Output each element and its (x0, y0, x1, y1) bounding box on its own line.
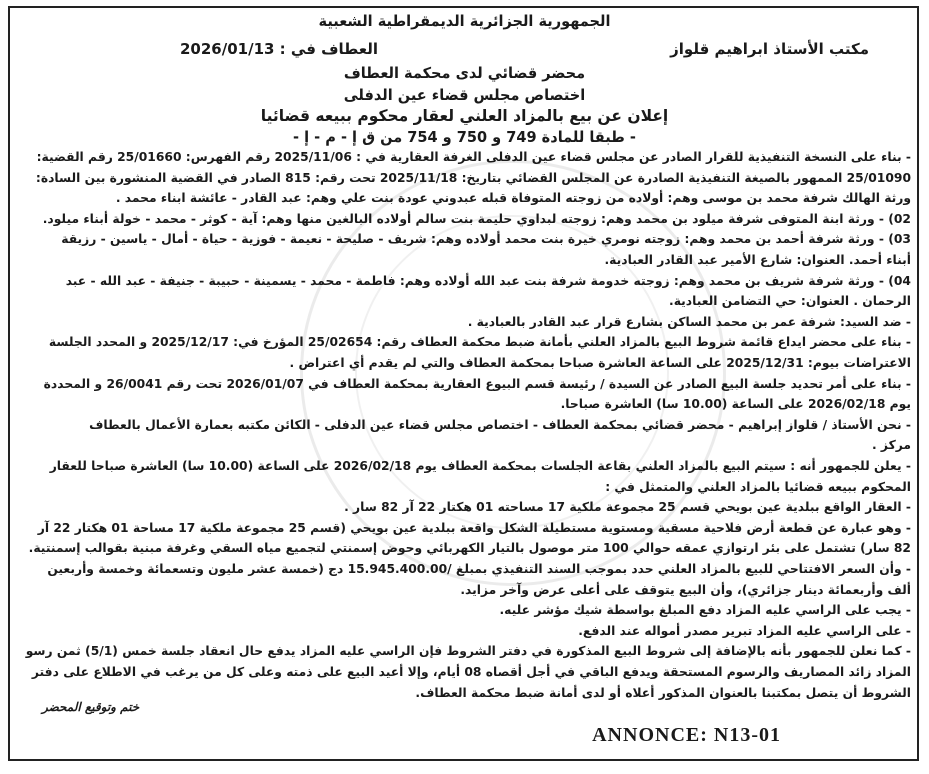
bailiff-title: محضر قضائي لدى محكمة العطاف (343, 64, 586, 82)
body-line: - يعلن للجمهور أنه : سيتم البيع بالمزاد العلني بقاعة الجلسات بمحكمة العطاف يوم 2026/02/18 على الساعة (10.00 سا) العاشرة صباحا للعقار (49, 459, 911, 473)
body-line: يوم 2026/02/18 على الساعة (10.00 سا) العاشرة صباحا. (560, 397, 911, 412)
body-line: - على الراسي عليه المزاد تبرير مصدر أمواله عند الدفع. (578, 623, 911, 638)
body-line: أبناء أحمد. العنوان: شارع الأمير عبد القادر العبادية. (604, 253, 911, 267)
body-line: مركز . (871, 438, 911, 453)
body-line: الرحمان . العنوان: حي التضامن العبادية. (669, 294, 911, 309)
body-line: - ضد السيد: شرفة عمر بن محمد الساكن بشارع قرار عبد القادر بالعبادية . (467, 314, 911, 329)
document-date: العطاف في : 2026/01/13 (180, 40, 379, 58)
body-line: - نحن الأستاذ / قلواز إبراهيم - محضر قضائي بمحكمة العطاف - اختصاص مجلس قضاء عين الدفلى - الكائن مكتبه بعمارة الأعمال بالعطاف (89, 417, 911, 432)
body-line: 03) - ورثة شرفة أحمد بن محمد وهم: زوجته نومري خيرة بنت محمد أولاده وهم: شريف - صليحة - نعيمة - فوزية - حياة - أمال - ياسين - رزيقة (61, 232, 911, 247)
body-line: 25/01090 الممهور بالصيغة التنفيذية الصادرة عن المجلس القضائي بتاريخ: 2025/11/18 تحت رقم: 815 الصادر في القضية المنشورة بين السادة: (35, 170, 911, 185)
body-line: المحكوم ببيعه قضائيا بالمزاد العلني والمتمثل في : (605, 479, 911, 494)
legal-articles: - طبقا للمادة 749 و 750 و 754 من ق إ - م - إ - (293, 128, 636, 146)
body-line: - وهو عبارة عن قطعة أرض فلاحية مسقية ومستوية مستطيلة الشكل واقعة ببلدية عين بويحي (قسم 25 مجموعة ملكية 17 مساحة 01 هكتار 22 آر (37, 520, 911, 535)
body-line: - بناء على أمر تحديد جلسة البيع الصادر عن السيدة / رئيسة قسم البيوع العقارية بمحكمة العطاف في 2026/01/07 تحت رقم 26/0041 و المحددة (43, 376, 911, 391)
body-line: 04) - ورثة شرفة شريف بن محمد وهم: زوجته خدومة شرفة بنت عبد الله أولاده وهم: فاطمة - محمد - يسمينة - حبيبة - جنيفة - عبد الله - عبد (65, 273, 911, 288)
office-name: مكتب الأستاذ ابراهيم قلواز (670, 40, 869, 58)
body-line: - وأن السعر الافتتاحي للبيع بالمزاد العلني حدد بموجب السند التنفيذي بمبلغ /15.945.400.00 دج (خمسة عشر مليون وتسعمائة وخمسة وأربعين (47, 562, 911, 576)
body-line: - يجب على الراسي عليه المزاد دفع المبلغ بواسطة شيك مؤشر عليه. (499, 603, 911, 618)
body-line: 02) - ورثة ابنة المتوفى شرفة ميلود بن محمد وهم: زوجته لبداوي حليمة بنت سالم أولاده البالغين منها وهم: آية - كوثر - محمد - خولة أبناء ميلود. (42, 211, 911, 226)
body-line: الاعتراضات بيوم: 2025/12/31 على الساعة العاشرة صباحا بمحكمة العطاف والتي لم يقدم أي اعتراض . (289, 356, 911, 370)
body-line: - بناء على النسخة التنفيذية للقرار الصادر عن مجلس قضاء عين الدفلى الغرفة العقارية في : 2025/11/06 رقم الفهرس: 25/01660 رقم القضية: (36, 150, 911, 164)
signature-caption: ختم وتوقيع المحضر (42, 700, 140, 714)
body-line: ورثة الهالك شرفة محمد بن موسى وهم: أولاده من زوجته المتوفاة قبله عبدوني عودة بنت علي وهم: عبد القادر - عائشة ابناء محمد . (115, 191, 911, 206)
jurisdiction-title: اختصاص مجلس قضاء عين الدفلى (343, 86, 586, 104)
body-line: - بناء على محضر ايداع قائمة شروط البيع بالمزاد العلني بأمانة ضبط محكمة العطاف رقم: 25/02654 المؤرخ في: 2025/12/17 و المحدد الجلسة (48, 335, 911, 350)
body-line: 82 سار) تشتمل على بئر ارتوازي عمقه حوالي 100 متر موصول بالتيار الكهربائي وحوض إسمنتي لتجميع مياه السقي وغرفة مبنية بقوالب إسمنتية. (28, 541, 911, 556)
announcement-title: إعلان عن بيع بالمزاد العلني لعقار محكوم ببيعه قضائيا (260, 106, 669, 125)
body-line: - كما نعلن للجمهور بأنه بالإضافة إلى شروط البيع المذكورة في دفتر الشروط فإن الراسي عليه المزاد يدفع حال انعقاد جلسة خمس (5/1) ثمن رسو (25, 644, 911, 659)
body-line: الشروط أن يتصل بمكتبنا بالعنوان المذكور أعلاه أو لدى أمانة ضبط محكمة العطاف. (415, 685, 911, 700)
body-line: المزاد زائد المصاريف والرسوم المستحقة ويدفع الباقي في أجل أقصاه 08 أيام، وإلا أعيد البيع على ذمته وعلى كل من يرغب في الاطلاع على دفتر (31, 665, 911, 679)
body-line: ألف وأربعمائة دينار جزائري)، وأن البيع يتوقف على أعلى عرض وآخر مزايد. (460, 582, 911, 597)
announce-number: ANNONCE: N13-01 (592, 724, 781, 746)
republic-heading: الجمهورية الجزائرية الديمقراطية الشعبية (318, 12, 611, 30)
body-line: - العقار الواقع ببلدية عين بويحي قسم 25 مجموعة ملكية 17 مساحته 01 هكتار 22 آر 82 سار . (344, 500, 911, 515)
